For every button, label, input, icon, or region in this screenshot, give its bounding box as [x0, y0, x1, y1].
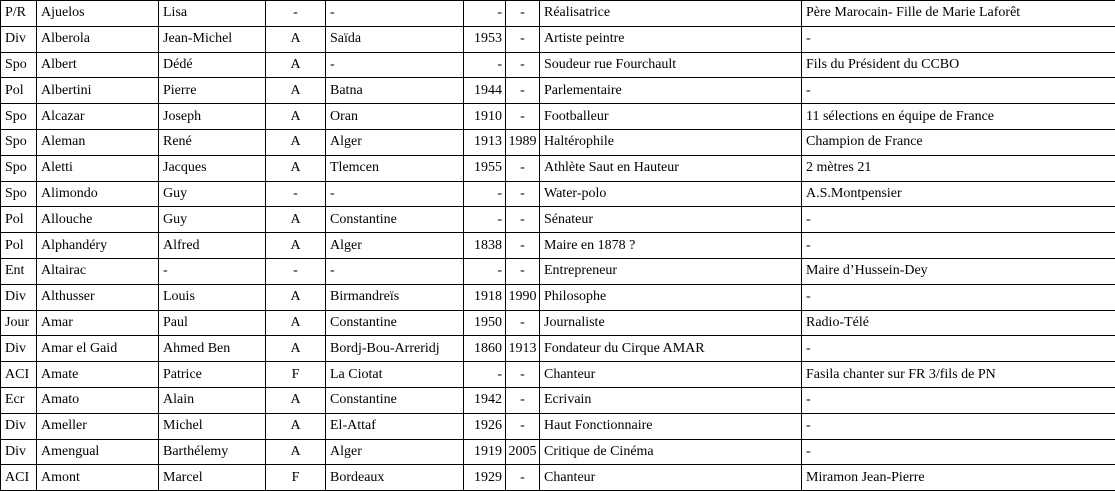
birth-year-cell: 1913 — [464, 129, 506, 155]
surname-cell: Alimondo — [37, 181, 159, 207]
notes-cell: Fils du Président du CCBO — [802, 52, 1115, 78]
occupation-cell: Sénateur — [540, 207, 802, 233]
surname-cell: Alphandéry — [37, 233, 159, 259]
occupation-cell: Fondateur du Cirque AMAR — [540, 336, 802, 362]
birth-year-cell: - — [464, 207, 506, 233]
birthplace-cell: - — [326, 181, 464, 207]
surname-cell: Alcazar — [37, 104, 159, 130]
birthplace-cell: Alger — [326, 129, 464, 155]
notes-cell: - — [802, 413, 1115, 439]
birthplace-cell: - — [326, 52, 464, 78]
origin-cell: A — [266, 129, 326, 155]
firstname-cell: Guy — [159, 181, 266, 207]
table-row — [1, 387, 1115, 413]
firstname-cell: Barthélemy — [159, 439, 266, 465]
table-row — [1, 129, 1115, 155]
death-year-cell: - — [506, 465, 540, 491]
origin-cell: A — [266, 413, 326, 439]
occupation-cell: Ecrivain — [540, 387, 802, 413]
birth-year-cell: 1953 — [464, 26, 506, 52]
table-row — [1, 26, 1115, 52]
surname-cell: Aletti — [37, 155, 159, 181]
table-row — [1, 78, 1115, 104]
origin-cell: - — [266, 258, 326, 284]
table-row — [1, 52, 1115, 78]
origin-cell: - — [266, 181, 326, 207]
death-year-cell: 2005 — [506, 439, 540, 465]
surname-cell: Aleman — [37, 129, 159, 155]
table-row — [1, 310, 1115, 336]
birthplace-cell: El-Attaf — [326, 413, 464, 439]
occupation-cell: Journaliste — [540, 310, 802, 336]
notes-cell: Champion de France — [802, 129, 1115, 155]
firstname-cell: Paul — [159, 310, 266, 336]
category-cell: Ecr — [1, 387, 37, 413]
surname-cell: Amont — [37, 465, 159, 491]
birthplace-cell: Constantine — [326, 387, 464, 413]
death-year-cell: - — [506, 310, 540, 336]
occupation-cell: Athlète Saut en Hauteur — [540, 155, 802, 181]
origin-cell: A — [266, 52, 326, 78]
notes-cell: Fasila chanter sur FR 3/fils de PN — [802, 362, 1115, 388]
occupation-cell: Haltérophile — [540, 129, 802, 155]
category-cell: ACI — [1, 362, 37, 388]
origin-cell: A — [266, 310, 326, 336]
origin-cell: A — [266, 439, 326, 465]
category-cell: Div — [1, 439, 37, 465]
table-row — [1, 1, 1115, 27]
table-row — [1, 104, 1115, 130]
death-year-cell: - — [506, 181, 540, 207]
birthplace-cell: Bordeaux — [326, 465, 464, 491]
birthplace-cell: Oran — [326, 104, 464, 130]
surname-cell: Albert — [37, 52, 159, 78]
table-row — [1, 258, 1115, 284]
surname-cell: Amato — [37, 387, 159, 413]
birth-year-cell: - — [464, 258, 506, 284]
notes-cell: A.S.Montpensier — [802, 181, 1115, 207]
category-cell: Div — [1, 336, 37, 362]
occupation-cell: Maire en 1878 ? — [540, 233, 802, 259]
firstname-cell: Jacques — [159, 155, 266, 181]
death-year-cell: - — [506, 362, 540, 388]
birth-year-cell: 1860 — [464, 336, 506, 362]
notes-cell: Miramon Jean-Pierre — [802, 465, 1115, 491]
birth-year-cell: 1950 — [464, 310, 506, 336]
birth-year-cell: 1918 — [464, 284, 506, 310]
death-year-cell: - — [506, 258, 540, 284]
surname-cell: Alberola — [37, 26, 159, 52]
origin-cell: A — [266, 78, 326, 104]
origin-cell: A — [266, 155, 326, 181]
death-year-cell: - — [506, 26, 540, 52]
table-row — [1, 207, 1115, 233]
birthplace-cell: Alger — [326, 233, 464, 259]
origin-cell: A — [266, 336, 326, 362]
birthplace-cell: La Ciotat — [326, 362, 464, 388]
surname-cell: Amengual — [37, 439, 159, 465]
firstname-cell: Marcel — [159, 465, 266, 491]
origin-cell: A — [266, 284, 326, 310]
birth-year-cell: 1919 — [464, 439, 506, 465]
category-cell: Spo — [1, 155, 37, 181]
notes-cell: - — [802, 78, 1115, 104]
occupation-cell: Réalisatrice — [540, 1, 802, 27]
birthplace-cell: Constantine — [326, 310, 464, 336]
surname-cell: Allouche — [37, 207, 159, 233]
firstname-cell: Michel — [159, 413, 266, 439]
category-cell: Pol — [1, 233, 37, 259]
notes-cell: - — [802, 284, 1115, 310]
occupation-cell: Artiste peintre — [540, 26, 802, 52]
surname-cell: Althusser — [37, 284, 159, 310]
occupation-cell: Footballeur — [540, 104, 802, 130]
birth-year-cell: 1955 — [464, 155, 506, 181]
firstname-cell: Louis — [159, 284, 266, 310]
firstname-cell: Alfred — [159, 233, 266, 259]
surname-cell: Altairac — [37, 258, 159, 284]
death-year-cell: - — [506, 233, 540, 259]
firstname-cell: Alain — [159, 387, 266, 413]
table-row — [1, 465, 1115, 491]
table-row — [1, 413, 1115, 439]
firstname-cell: Lisa — [159, 1, 266, 27]
birth-year-cell: 1910 — [464, 104, 506, 130]
category-cell: Spo — [1, 52, 37, 78]
death-year-cell: - — [506, 155, 540, 181]
firstname-cell: Guy — [159, 207, 266, 233]
occupation-cell: Water-polo — [540, 181, 802, 207]
birthplace-cell: Alger — [326, 439, 464, 465]
origin-cell: F — [266, 465, 326, 491]
death-year-cell: - — [506, 413, 540, 439]
origin-cell: - — [266, 1, 326, 27]
death-year-cell: - — [506, 207, 540, 233]
firstname-cell: Pierre — [159, 78, 266, 104]
surname-cell: Amar — [37, 310, 159, 336]
birth-year-cell: 1926 — [464, 413, 506, 439]
category-cell: Spo — [1, 181, 37, 207]
death-year-cell: - — [506, 78, 540, 104]
notes-cell: - — [802, 439, 1115, 465]
firstname-cell: Ahmed Ben — [159, 336, 266, 362]
origin-cell: A — [266, 387, 326, 413]
origin-cell: A — [266, 207, 326, 233]
surname-cell: Amar el Gaid — [37, 336, 159, 362]
occupation-cell: Philosophe — [540, 284, 802, 310]
birthplace-cell: - — [326, 258, 464, 284]
notes-cell: Radio-Télé — [802, 310, 1115, 336]
firstname-cell: Dédé — [159, 52, 266, 78]
surname-cell: Albertini — [37, 78, 159, 104]
occupation-cell: Haut Fonctionnaire — [540, 413, 802, 439]
category-cell: Div — [1, 413, 37, 439]
category-cell: Div — [1, 26, 37, 52]
notes-cell: 11 sélections en équipe de France — [802, 104, 1115, 130]
notes-cell: 2 mètres 21 — [802, 155, 1115, 181]
birthplace-cell: Saïda — [326, 26, 464, 52]
firstname-cell: Jean-Michel — [159, 26, 266, 52]
occupation-cell: Chanteur — [540, 362, 802, 388]
birthplace-cell: Birmandreïs — [326, 284, 464, 310]
occupation-cell: Parlementaire — [540, 78, 802, 104]
notes-cell: - — [802, 336, 1115, 362]
table-row — [1, 181, 1115, 207]
notes-cell: - — [802, 233, 1115, 259]
birth-year-cell: 1838 — [464, 233, 506, 259]
birth-year-cell: 1944 — [464, 78, 506, 104]
table-row — [1, 155, 1115, 181]
death-year-cell: - — [506, 387, 540, 413]
surname-cell: Amate — [37, 362, 159, 388]
notes-cell: - — [802, 207, 1115, 233]
table-row — [1, 336, 1115, 362]
category-cell: Jour — [1, 310, 37, 336]
birthplace-cell: - — [326, 1, 464, 27]
birth-year-cell: 1942 — [464, 387, 506, 413]
birthplace-cell: Constantine — [326, 207, 464, 233]
category-cell: Div — [1, 284, 37, 310]
firstname-cell: Patrice — [159, 362, 266, 388]
notes-cell: Père Marocain- Fille de Marie Laforêt — [802, 1, 1115, 27]
death-year-cell: - — [506, 104, 540, 130]
firstname-cell: - — [159, 258, 266, 284]
birthplace-cell: Batna — [326, 78, 464, 104]
category-cell: Ent — [1, 258, 37, 284]
surname-cell: Ameller — [37, 413, 159, 439]
notes-cell: - — [802, 26, 1115, 52]
notes-cell: - — [802, 387, 1115, 413]
birth-year-cell: - — [464, 362, 506, 388]
occupation-cell: Critique de Cinéma — [540, 439, 802, 465]
category-cell: ACI — [1, 465, 37, 491]
origin-cell: A — [266, 233, 326, 259]
death-year-cell: 1990 — [506, 284, 540, 310]
death-year-cell: 1989 — [506, 129, 540, 155]
table-row — [1, 439, 1115, 465]
birthplace-cell: Tlemcen — [326, 155, 464, 181]
table-row — [1, 233, 1115, 259]
occupation-cell: Chanteur — [540, 465, 802, 491]
category-cell: Spo — [1, 129, 37, 155]
category-cell: Spo — [1, 104, 37, 130]
notes-cell: Maire d’Hussein-Dey — [802, 258, 1115, 284]
death-year-cell: - — [506, 1, 540, 27]
table-body — [1, 1, 1115, 491]
table-row — [1, 284, 1115, 310]
birth-year-cell: 1929 — [464, 465, 506, 491]
birthplace-cell: Bordj-Bou-Arreridj — [326, 336, 464, 362]
birth-year-cell: - — [464, 181, 506, 207]
category-cell: Pol — [1, 78, 37, 104]
occupation-cell: Soudeur rue Fourchault — [540, 52, 802, 78]
surname-cell: Ajuelos — [37, 1, 159, 27]
death-year-cell: 1913 — [506, 336, 540, 362]
category-cell: P/R — [1, 1, 37, 27]
birth-year-cell: - — [464, 52, 506, 78]
category-cell: Pol — [1, 207, 37, 233]
firstname-cell: Joseph — [159, 104, 266, 130]
occupation-cell: Entrepreneur — [540, 258, 802, 284]
table-row — [1, 362, 1115, 388]
origin-cell: A — [266, 26, 326, 52]
death-year-cell: - — [506, 52, 540, 78]
origin-cell: F — [266, 362, 326, 388]
origin-cell: A — [266, 104, 326, 130]
birth-year-cell: - — [464, 1, 506, 27]
firstname-cell: René — [159, 129, 266, 155]
